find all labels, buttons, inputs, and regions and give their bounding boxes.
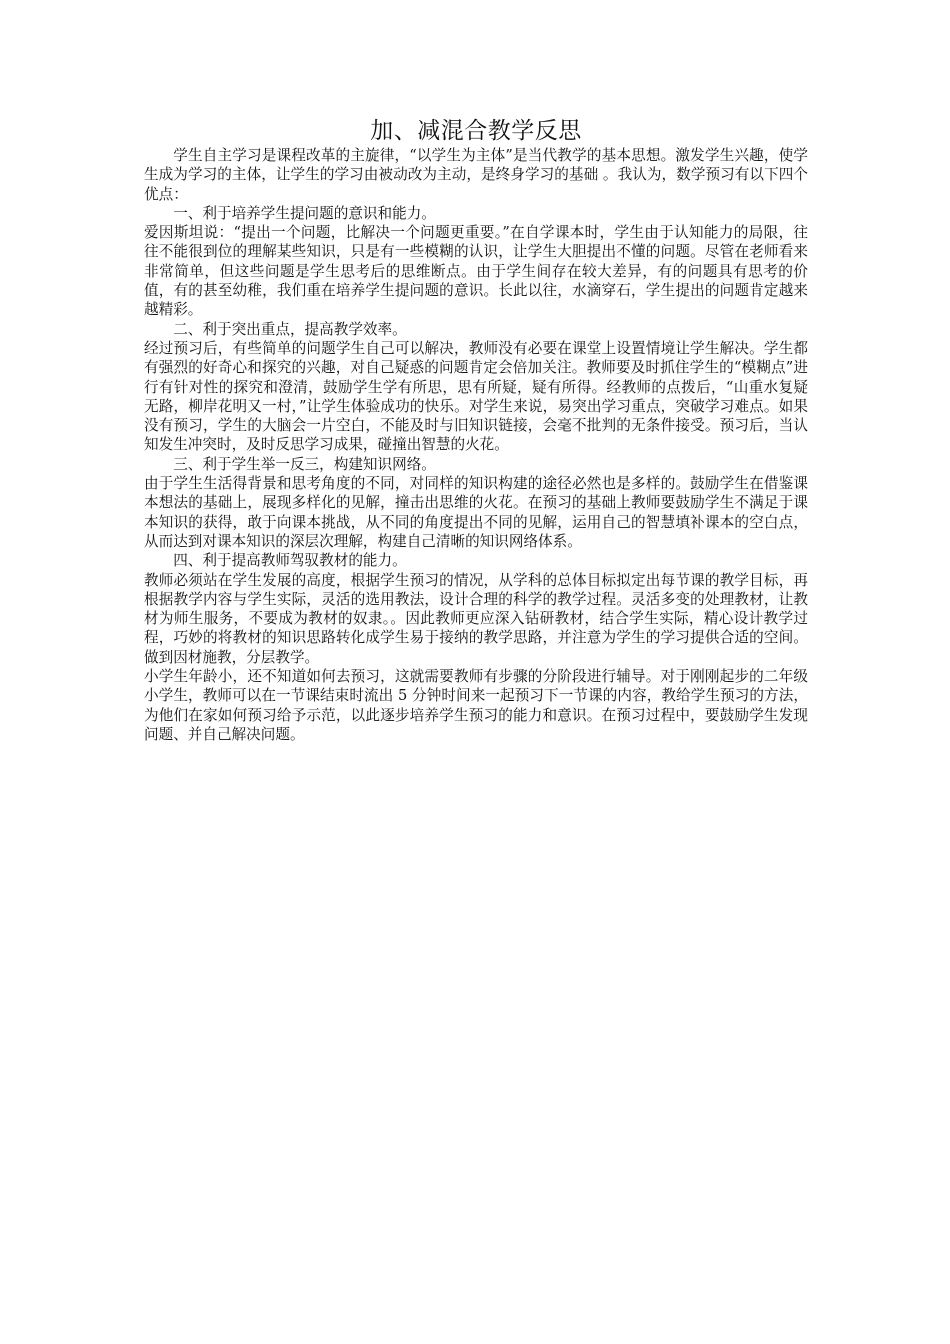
section-heading-3: 三、利于学生举一反三，构建知识网络。 [173, 455, 436, 473]
section-heading-2: 二、利于突出重点，提高教学效率。 [173, 320, 407, 338]
closing-paragraph: 小学生年龄小，还不知道如何去预习，这就需要教师有步骤的分阶段进行辅导。对于刚刚起步的二年级小学生，教师可以在一节课结束时流出 5 分钟时间来一起预习下一节课的内容，教给学生预习的方法，为他们在家如何预习给予示范，以此逐步培养学生预习的能力和意识。在预习过程中，要鼓励学生发现问题、并自己解决问题。 [144, 668, 808, 743]
document-title: 加、减混合教学反思 [370, 118, 582, 144]
section-paragraph-1: 爱因斯坦说：“提出一个问题，比解决一个问题更重要。”在自学课本时，学生由于认知能力的局限，往往不能很到位的理解某些知识，只是有一些模糊的认识，让学生大胆提出不懂的问题。尽管在老师看来非常简单，但这些问题是学生思考后的思维断点。由于学生间存在较大差异，有的问题具有思考的价值，有的甚至幼稚，我们重在培养学生提问题的意识。长此以往，水滴穿石，学生提出的问题肯定越来越精彩。 [144, 224, 808, 319]
section-heading-1: 一、利于培养学生提问题的意识和能力。 [173, 204, 436, 222]
document-body [144, 116, 808, 744]
section-heading-4: 四、利于提高教师驾驭教材的能力。 [173, 552, 407, 570]
section-paragraph-4: 教师必须站在学生发展的高度，根据学生预习的情况，从学科的总体目标拟定出每节课的教学目标，再根据教学内容与学生实际，灵活的选用教法，设计合理的科学的教学过程。灵活多变的处理教材，让教材为师生服务，不要成为教材的奴隶。。因此教师更应深入钻研教材，结合学生实际，精心设计教学过程，巧妙的将教材的知识思路转化成学生易于接纳的教学思路，并注意为学生的学习提供合适的空间。做到因材施教，分层教学。 [144, 571, 808, 666]
section-paragraph-3: 由于学生生活得背景和思考角度的不同，对同样的知识构建的途径必然也是多样的。鼓励学生在借鉴课本想法的基础上，展现多样化的见解，撞击出思维的火花。在预习的基础上教师要鼓励学生不满足于课本知识的获得，敢于向课本挑战，从不同的角度提出不同的见解，运用自己的智慧填补课本的空白点，从而达到对课本知识的深层次理解，构建自己清晰的知识网络体系。 [144, 475, 808, 550]
intro-paragraph: 学生自主学习是课程改革的主旋律，“以学生为主体”是当代教学的基本思想。激发学生兴趣，使学生成为学习的主体，让学生的学习由被动改为主动，是终身学习的基础 。我认为，数学预习有以下四个优点： [144, 147, 808, 203]
section-paragraph-2: 经过预习后，有些简单的问题学生自己可以解决，教师没有必要在课堂上设置情境让学生解决。学生都有强烈的好奇心和探究的兴趣，对自己疑惑的问题肯定会倍加关注。教师要及时抓住学生的“模糊点”进行有针对性的探究和澄清，鼓励学生学有所思，思有所疑，疑有所得。经教师的点拨后，“山重水复疑无路，柳岸花明又一村，”让学生体验成功的快乐。对学生来说，易突出学习重点，突破学习难点。如果没有预习，学生的大脑会一片空白，不能及时与旧知识链接，会毫不批判的无条件接受。预习后，当认知发生冲突时，及时反思学习成果，碰撞出智慧的火花。 [144, 339, 808, 454]
